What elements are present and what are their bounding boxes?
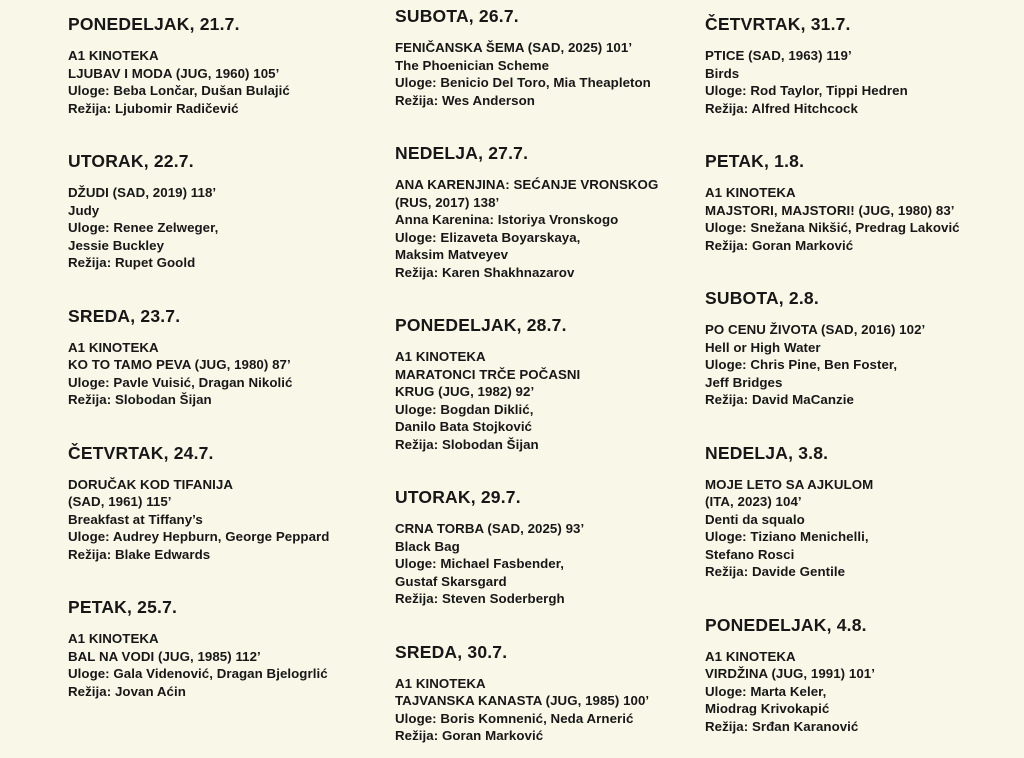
- program-line: A1 KINOTEKA: [705, 648, 796, 664]
- program-line: Anna Karenina: Istoriya Vronskogo: [395, 212, 619, 227]
- schedule-column-3: [705, 14, 1004, 758]
- program-line: LJUBAV I MODA (JUG, 1960) 105’: [68, 65, 280, 81]
- day-header: SUBOTA, 26.7.: [395, 6, 519, 26]
- program-line: Režija: Goran Marković: [395, 728, 544, 743]
- day-header: PETAK, 1.8.: [705, 151, 805, 171]
- day-header: PONEDELJAK, 21.7.: [68, 14, 240, 34]
- program-line: Režija: Ljubomir Radičević: [68, 100, 239, 116]
- program-line: Denti da squalo: [705, 511, 805, 527]
- program-line: FENIČANSKA ŠEMA (SAD, 2025) 101’: [395, 40, 633, 55]
- program-line: Uloge: Pavle Vuisić, Dragan Nikolić: [68, 374, 293, 390]
- program-line: (ITA, 2023) 104’: [705, 494, 802, 509]
- program-line: Stefano Rosci: [705, 546, 795, 562]
- day-block: [395, 487, 678, 608]
- program-line: MARATONCI TRČE POČASNI: [395, 366, 581, 382]
- day-header: UTORAK, 22.7.: [68, 151, 194, 171]
- program-line: VIRDŽINA (JUG, 1991) 101’: [705, 666, 875, 681]
- program-line: Uloge: Tiziano Menichelli,: [705, 529, 869, 544]
- program-line: Hell or High Water: [705, 339, 821, 355]
- schedule-columns: [68, 6, 1004, 758]
- program-line: KO TO TAMO PEVA (JUG, 1980) 87’: [68, 357, 291, 372]
- day-block: [705, 151, 1004, 254]
- program-line: Režija: Steven Soderbergh: [395, 591, 565, 606]
- program-line: Uloge: Renee Zelweger,: [68, 220, 219, 235]
- day-header: SREDA, 23.7.: [68, 305, 181, 326]
- program-line: Režija: Karen Shakhnazarov: [395, 264, 575, 280]
- program-line: Uloge: Elizaveta Boyarskaya,: [395, 229, 581, 245]
- program-line: Uloge: Rod Taylor, Tippi Hedren: [705, 83, 908, 98]
- day-header: ČETVRTAK, 31.7.: [705, 14, 851, 34]
- program-line: Režija: David MaCanzie: [705, 392, 854, 407]
- day-block: [395, 642, 678, 745]
- program-line: A1 KINOTEKA: [68, 339, 159, 355]
- program-line: Režija: Alfred Hitchcock: [705, 100, 858, 116]
- program-line: DORUČAK KOD TIFANIJA: [68, 476, 233, 492]
- schedule-column-1: [68, 14, 368, 734]
- program-line: Uloge: Marta Keler,: [705, 683, 827, 699]
- program-line: Režija: Rupet Goold: [68, 255, 196, 270]
- program-line: Režija: Blake Edwards: [68, 546, 211, 562]
- program-line: Black Bag: [395, 538, 460, 554]
- program-line: Uloge: Gala Videnović, Dragan Bjelogrlić: [68, 666, 328, 681]
- day-header: PONEDELJAK, 4.8.: [705, 614, 867, 635]
- day-block: [395, 143, 678, 281]
- program-line: Režija: Slobodan Šijan: [395, 436, 539, 452]
- program-line: Uloge: Chris Pine, Ben Foster,: [705, 357, 898, 372]
- program-line: BAL NA VODI (JUG, 1985) 112’: [68, 648, 261, 664]
- program-line: Uloge: Michael Fasbender,: [395, 556, 564, 571]
- day-header: ČETVRTAK, 24.7.: [68, 442, 214, 463]
- program-line: Judy: [68, 202, 100, 218]
- day-block: [705, 14, 1004, 117]
- day-block: [705, 288, 1004, 409]
- program-line: CRNA TORBA (SAD, 2025) 93’: [395, 521, 585, 536]
- program-line: KRUG (JUG, 1982) 92’: [395, 384, 535, 399]
- program-line: Režija: Davide Gentile: [705, 564, 846, 579]
- day-header: NEDELJA, 3.8.: [705, 442, 829, 463]
- program-line: A1 KINOTEKA: [68, 631, 159, 646]
- program-line: Miodrag Krivokapić: [705, 701, 830, 716]
- day-header: UTORAK, 29.7.: [395, 487, 521, 507]
- program-line: MAJSTORI, MAJSTORI! (JUG, 1980) 83’: [705, 202, 955, 218]
- program-line: Uloge: Snežana Nikšić, Predrag Laković: [705, 220, 960, 235]
- program-line: MOJE LETO SA AJKULOM: [705, 476, 874, 492]
- program-line: Uloge: Audrey Hepburn, George Peppard: [68, 529, 330, 544]
- program-line: Uloge: Benicio Del Toro, Mia Theapleton: [395, 75, 651, 90]
- day-header: SREDA, 30.7.: [395, 641, 508, 662]
- program-line: (RUS, 2017) 138’: [395, 194, 500, 210]
- day-block: [68, 14, 368, 117]
- program-line: Režija: Wes Anderson: [395, 92, 535, 108]
- program-line: Režija: Goran Marković: [705, 237, 854, 253]
- program-line: A1 KINOTEKA: [705, 185, 796, 200]
- program-line: ANA KARENJINA: SEĆANJE VRONSKOG: [395, 177, 659, 192]
- day-header: SUBOTA, 2.8.: [705, 288, 819, 308]
- day-block: [68, 443, 368, 564]
- day-block: [705, 443, 1004, 581]
- program-line: Maksim Matveyev: [395, 247, 509, 262]
- program-line: Režija: Srđan Karanović: [705, 718, 859, 734]
- day-block: [68, 151, 368, 272]
- day-header: PETAK, 25.7.: [68, 597, 178, 617]
- program-line: The Phoenician Scheme: [395, 57, 550, 73]
- program-line: Jessie Buckley: [68, 237, 165, 253]
- day-block: [395, 6, 678, 109]
- program-line: Breakfast at Tiffany’s: [68, 511, 203, 527]
- program-line: TAJVANSKA KANASTA (JUG, 1985) 100’: [395, 693, 650, 708]
- program-line: Gustaf Skarsgard: [395, 573, 507, 589]
- program-line: PO CENU ŽIVOTA (SAD, 2016) 102’: [705, 322, 926, 337]
- program-line: Režija: Slobodan Šijan: [68, 392, 212, 407]
- program-line: Uloge: Bogdan Diklić,: [395, 401, 534, 417]
- program-line: PTICE (SAD, 1963) 119’: [705, 48, 852, 63]
- program-line: Režija: Jovan Aćin: [68, 683, 186, 699]
- program-line: DŽUDI (SAD, 2019) 118’: [68, 185, 217, 200]
- program-line: Danilo Bata Stojković: [395, 419, 533, 434]
- day-block: [68, 306, 368, 409]
- program-line: A1 KINOTEKA: [395, 675, 486, 691]
- day-block: [68, 597, 368, 700]
- program-line: A1 KINOTEKA: [395, 349, 486, 364]
- program-line: Jeff Bridges: [705, 374, 783, 390]
- day-header: PONEDELJAK, 28.7.: [395, 315, 567, 335]
- schedule-column-2: [395, 6, 678, 758]
- program-line: Uloge: Beba Lončar, Dušan Bulajić: [68, 83, 290, 98]
- day-header: NEDELJA, 27.7.: [395, 143, 529, 163]
- program-line: Uloge: Boris Komnenić, Neda Arnerić: [395, 710, 634, 726]
- program-line: Birds: [705, 65, 740, 81]
- program-line: A1 KINOTEKA: [68, 48, 159, 63]
- day-block: [705, 615, 1004, 736]
- program-line: (SAD, 1961) 115’: [68, 494, 172, 509]
- day-block: [395, 315, 678, 453]
